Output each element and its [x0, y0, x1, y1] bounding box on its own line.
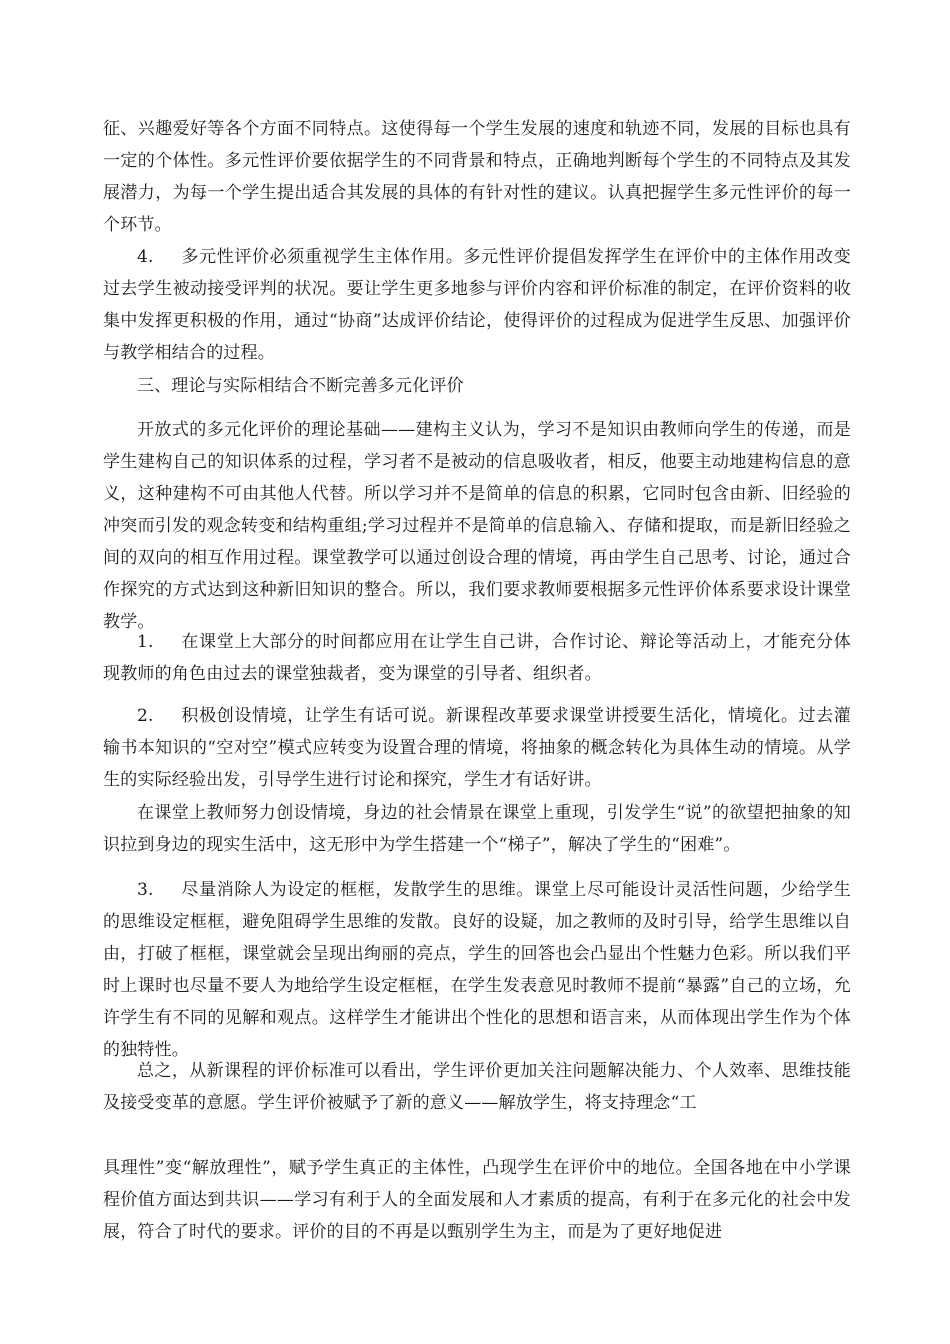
section-heading-3 — [103, 370, 851, 402]
list-item-number: 1. — [137, 632, 154, 652]
paragraph-continued-intro — [103, 113, 851, 241]
paragraph-conclusion — [103, 1055, 851, 1119]
list-item-text: 多元性评价必须重视学生主体作用。多元性评价提倡发挥学生在评价中的主体作用改变过去学生被动接受评判的状况。要让学生更多地参与评价内容和评价标准的制定，在评价资料的收集中发挥更积极的作用，通过“协商”达成评价结论，使得评价的过程成为促进学生反思、加强评价与教学相结合的过程。 — [103, 247, 851, 363]
list-item-text: 尽量消除人为设定的框框，发散学生的思维。课堂上尽可能设计灵活性问题，少给学生的思维设定框框，避免阻碍学生思维的发散。良好的设疑，加之教师的及时引导，给学生思维以自由，打破了框框，课堂就会呈现出绚丽的亮点，学生的回答也会凸显出个性魅力色彩。所以我们平时上课时也尽量不要人为地给学生设定框框，在学生发表意见时教师不提前“暴露”自己的立场，允许学生有不同的见解和观点。这样学生才能讲出个性化的思想和语言来，从而体现出学生作为个体的独特性。 — [103, 880, 851, 1060]
list-item-1 — [103, 626, 851, 690]
paragraph-text: 总之，从新课程的评价标准可以看出，学生评价更加关注问题解决能力、个人效率、思维技能及接受变革的意愿。学生评价被赋予了新的意义——解放学生，将支持理念“工 — [103, 1061, 851, 1113]
list-item-number: 3. — [137, 880, 154, 900]
paragraph-text: 开放式的多元化评价的理论基础——建构主义认为，学习不是知识由教师向学生的传递，而是学生建构自己的知识体系的过程，学习者不是被动的信息吸收者，相反，他要主动地建构信息的意义，这种建构不可由其他人代替。所以学习并不是简单的信息的积累，它同时包含由新、旧经验的冲突而引发的观念转变和结构重组;学习过程并不是简单的信息输入、存储和提取，而是新旧经验之间的双向的相互作用过程。课堂教学可以通过创设合理的情境，再由学生自己思考、讨论，通过合作探究的方式达到这种新旧知识的整合。所以，我们要求教师要根据多元性评价体系要求设计课堂教学。 — [103, 420, 851, 632]
paragraph-text: 具理性”变“解放理性”，赋予学生真正的主体性，凸现学生在评价中的地位。全国各地在中小学课程价值方面达到共识——学习有利于人的全面发展和人才素质的提高，有利于在多元化的社会中发展，符合了时代的要求。评价的目的不再是以甄别学生为主，而是为了更好地促进 — [103, 1158, 851, 1242]
list-item-number: 2. — [137, 706, 154, 726]
paragraph-text: 在课堂上教师努力创设情境，身边的社会情景在课堂上重现，引发学生“说”的欲望把抽象的知识拉到身边的现实生活中，这无形中为学生搭建一个“梯子”，解决了学生的“困难”。 — [103, 803, 851, 855]
paragraph-conclusion-continued — [103, 1152, 851, 1248]
paragraph-classroom-scene — [103, 797, 851, 861]
list-item-3 — [103, 874, 851, 1066]
list-item-number: 4. — [137, 247, 154, 267]
section-heading-text: 三、理论与实际相结合不断完善多元化评价 — [137, 376, 464, 396]
paragraph-constructivism — [103, 414, 851, 638]
paragraph-text: 征、兴趣爱好等各个方面不同特点。这使得每一个学生发展的速度和轨迹不同，发展的目标也具有一定的个体性。多元性评价要依据学生的不同背景和特点，正确地判断每个学生的不同特点及其发展潜力，为每一个学生提出适合其发展的具体的有针对性的建议。认真把握学生多元性评价的每一个环节。 — [103, 119, 851, 235]
list-item-2 — [103, 700, 851, 796]
list-item-4 — [103, 241, 851, 369]
list-item-text: 在课堂上大部分的时间都应用在让学生自己讲，合作讨论、辩论等活动上，才能充分体现教师的角色由过去的课堂独裁者，变为课堂的引导者、组织者。 — [103, 632, 851, 684]
list-item-text: 积极创设情境，让学生有话可说。新课程改革要求课堂讲授要生活化，情境化。过去灌输书本知识的“空对空”模式应转变为设置合理的情境，将抽象的概念转化为具体生动的情境。从学生的实际经验出发，引导学生进行讨论和探究，学生才有话好讲。 — [103, 706, 851, 790]
